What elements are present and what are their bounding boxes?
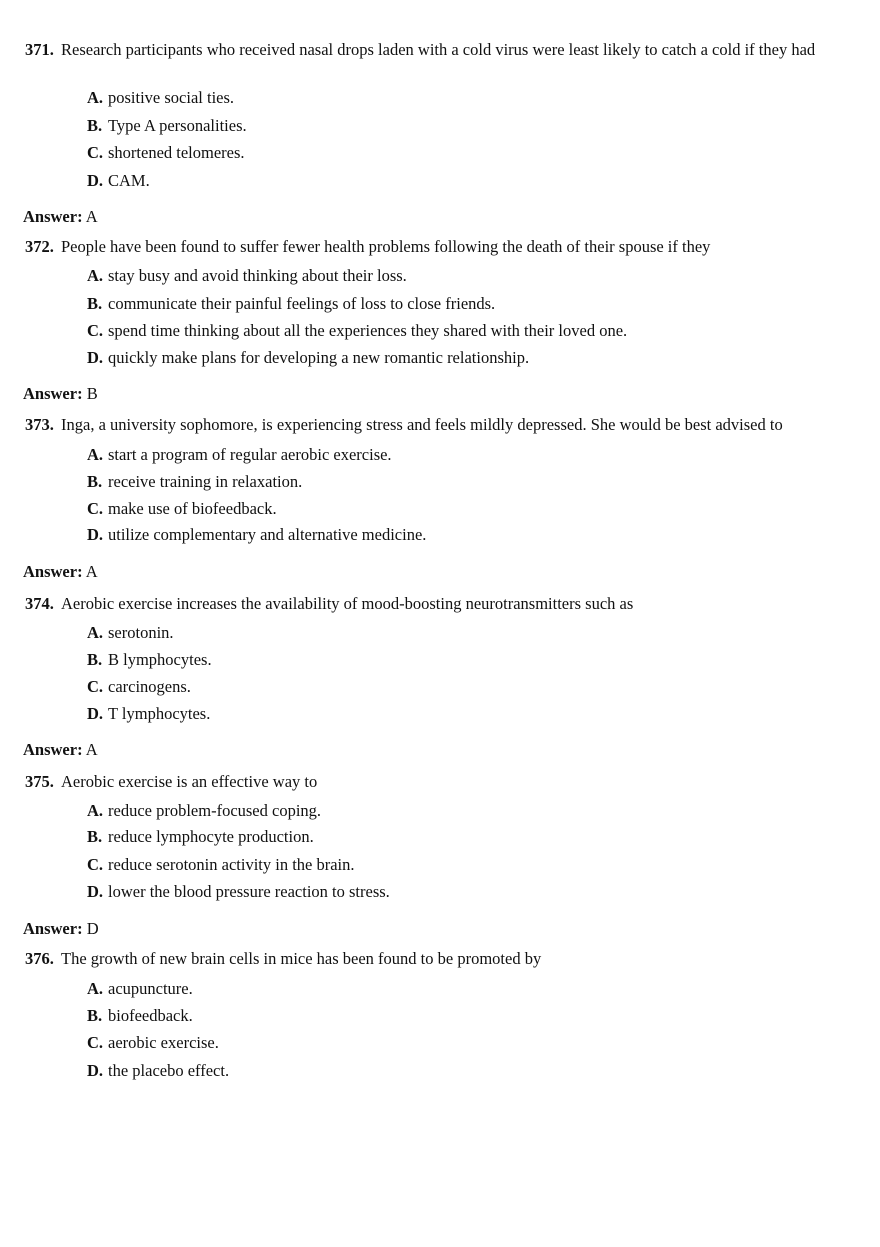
option-c	[87, 321, 627, 340]
option-a	[87, 623, 174, 642]
answer-value: A	[85, 207, 98, 226]
option-a	[87, 266, 407, 285]
question-number: 371.	[25, 40, 54, 59]
option-letter: B.	[87, 1006, 103, 1025]
option-text: reduce serotonin activity in the brain.	[108, 855, 355, 874]
option-b	[87, 1006, 193, 1025]
option-letter: B.	[87, 827, 103, 846]
option-letter: A.	[87, 88, 104, 107]
option-text: lower the blood pressure reaction to stress.	[108, 882, 390, 901]
question-text: Research participants who received nasal drops laden with a cold virus were least likely to catch a cold if they had	[61, 40, 816, 59]
option-text: carcinogens.	[108, 677, 191, 696]
question-number: 372.	[25, 237, 54, 256]
option-c	[87, 677, 191, 696]
option-text: reduce lymphocyte production.	[108, 827, 314, 846]
option-b	[87, 472, 302, 491]
option-letter: A.	[87, 266, 104, 285]
answer-value: B	[86, 384, 98, 403]
option-d	[87, 704, 210, 723]
option-text: Type A personalities.	[108, 116, 247, 135]
option-text: acupuncture.	[108, 979, 193, 998]
question-371	[25, 40, 840, 59]
option-letter: C.	[87, 499, 104, 518]
option-text: reduce problem-focused coping.	[108, 801, 322, 820]
option-letter: B.	[87, 116, 103, 135]
option-text: receive training in relaxation.	[108, 472, 303, 491]
option-letter: C.	[87, 677, 104, 696]
option-a	[87, 979, 193, 998]
option-text: serotonin.	[108, 623, 174, 642]
option-b	[87, 827, 314, 846]
option-d	[87, 525, 426, 544]
option-letter: C.	[87, 1033, 104, 1052]
option-text: positive social ties.	[108, 88, 235, 107]
question-375	[25, 772, 840, 791]
option-text: T lymphocytes.	[108, 704, 211, 723]
option-text: communicate their painful feelings of loss to close friends.	[108, 294, 496, 313]
answer-373	[23, 562, 98, 581]
option-letter: D.	[87, 704, 104, 723]
option-text: stay busy and avoid thinking about their loss.	[108, 266, 407, 285]
option-text: start a program of regular aerobic exercise.	[108, 445, 392, 464]
option-c	[87, 499, 277, 518]
option-b	[87, 116, 247, 135]
option-letter: D.	[87, 882, 104, 901]
option-c	[87, 1033, 219, 1052]
answer-label: Answer:	[23, 562, 83, 581]
option-text: utilize complementary and alternative medicine.	[108, 525, 427, 544]
question-text: People have been found to suffer fewer health problems following the death of their spouse if they	[61, 237, 711, 256]
question-number: 373.	[25, 415, 54, 434]
question-374	[25, 594, 840, 613]
option-letter: B.	[87, 650, 103, 669]
answer-372	[23, 384, 98, 403]
option-text: the placebo effect.	[108, 1061, 230, 1080]
option-c	[87, 143, 245, 162]
option-a	[87, 88, 234, 107]
option-d	[87, 1061, 229, 1080]
answer-371	[23, 207, 98, 226]
question-text: Aerobic exercise is an effective way to	[61, 772, 318, 791]
option-letter: C.	[87, 143, 104, 162]
answer-374	[23, 740, 98, 759]
answer-375	[23, 919, 99, 938]
option-letter: D.	[87, 171, 104, 190]
question-number: 374.	[25, 594, 54, 613]
question-text: Aerobic exercise increases the availability of mood-boosting neurotransmitters such as	[61, 594, 634, 613]
option-letter: A.	[87, 979, 104, 998]
option-d	[87, 171, 150, 190]
option-a	[87, 801, 321, 820]
answer-label: Answer:	[23, 207, 83, 226]
option-letter: C.	[87, 855, 104, 874]
option-text: make use of biofeedback.	[108, 499, 277, 518]
question-text: The growth of new brain cells in mice has been found to be promoted by	[61, 949, 542, 968]
answer-value: A	[85, 740, 98, 759]
question-number: 375.	[25, 772, 54, 791]
question-number: 376.	[25, 949, 54, 968]
answer-value: D	[86, 919, 99, 938]
option-text: spend time thinking about all the experiences they shared with their loved one.	[108, 321, 628, 340]
option-letter: D.	[87, 525, 104, 544]
option-letter: C.	[87, 321, 104, 340]
option-letter: A.	[87, 801, 104, 820]
option-d	[87, 882, 390, 901]
option-text: aerobic exercise.	[108, 1033, 219, 1052]
option-letter: B.	[87, 472, 103, 491]
question-372	[25, 237, 840, 256]
option-b	[87, 650, 212, 669]
option-text: biofeedback.	[108, 1006, 193, 1025]
answer-label: Answer:	[23, 740, 83, 759]
option-text: shortened telomeres.	[108, 143, 245, 162]
answer-label: Answer:	[23, 384, 83, 403]
question-376	[25, 949, 840, 968]
option-letter: D.	[87, 1061, 104, 1080]
question-text: Inga, a university sophomore, is experiencing stress and feels mildly depressed. She would be best advised to	[61, 415, 783, 434]
option-b	[87, 294, 495, 313]
answer-label: Answer:	[23, 919, 83, 938]
option-text: CAM.	[108, 171, 150, 190]
option-text: quickly make plans for developing a new romantic relationship.	[108, 348, 530, 367]
option-a	[87, 445, 392, 464]
option-text: B lymphocytes.	[108, 650, 212, 669]
question-373	[25, 415, 840, 434]
option-d	[87, 348, 529, 367]
option-c	[87, 855, 355, 874]
option-letter: D.	[87, 348, 104, 367]
option-letter: B.	[87, 294, 103, 313]
option-letter: A.	[87, 623, 104, 642]
answer-value: A	[85, 562, 98, 581]
option-letter: A.	[87, 445, 104, 464]
